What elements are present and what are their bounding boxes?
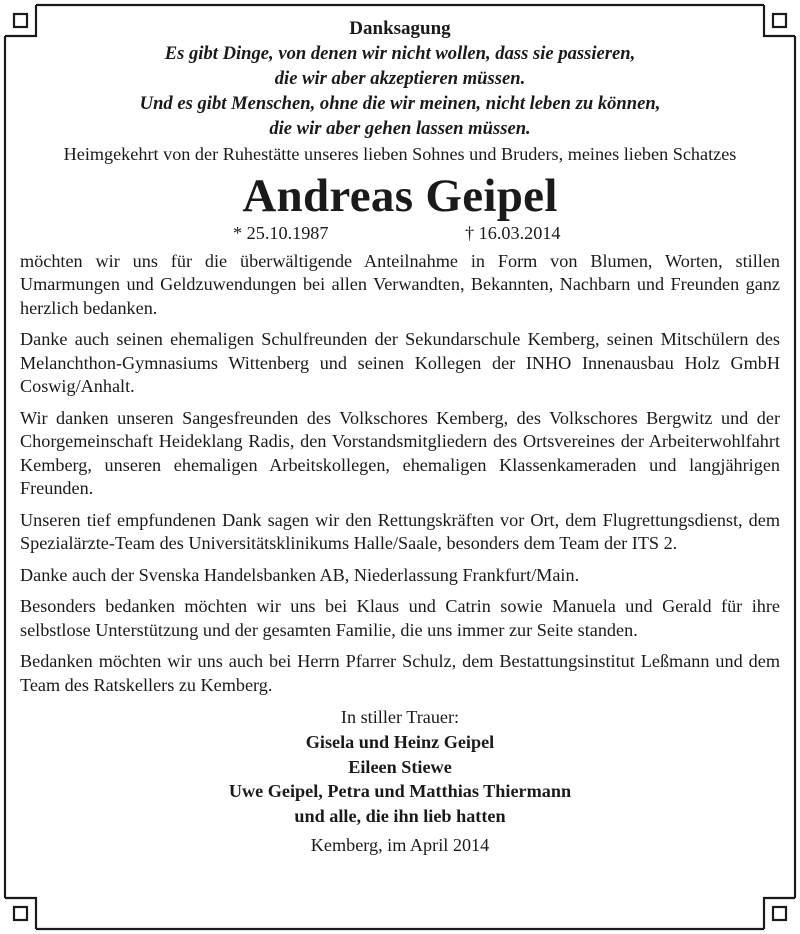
obituary-notice [20,17,780,857]
thanks-paragraph: Bedanken möchten wir uns auch bei Herrn Pfarrer Schulz, dem Bestattungsinstitut Leßmann und dem Team des Ratskellers zu Kemberg. [20,651,780,695]
thanks-paragraph: Unseren tief empfundenen Dank sagen wir den Rettungskräften vor Ort, dem Flugrettungsdienst, dem Spezialärzte-Team des Universitätsklinikums Halle/Saale, besonders dem Team der ITS 2. [20,509,780,553]
motto-line: die wir aber gehen lassen müssen. [269,118,531,139]
thanks-paragraph: möchten wir uns für die überwältigende Anteilnahme in Form von Blumen, Worten, stillen Umarmungen und Geldzuwendungen bei allen Verwandten, Bekannten, Nachbarn und Freunden ganz herzlich bedanken. [20,250,780,318]
signoff [20,705,780,829]
mourner-name: und alle, die ihn lieb hatten [294,806,506,827]
mourning-label: In stiller Trauer: [340,707,460,727]
mourner-name: Gisela und Heinz Geipel [305,731,495,752]
life-dates [20,222,780,246]
notice-title: Danksagung [349,18,451,39]
thanks-paragraph: Danke auch seinen ehemaligen Schulfreunden der Sekundarschule Kemberg, seinen Mitschülern des Melanchthon-Gymnasiums Wittenberg und seinen Kollegen der INHO Innenausbau Holz GmbH Coswig/Anhalt. [20,329,780,396]
birth-date: * 25.10.1987 [233,222,329,243]
death-date: † 16.03.2014 [465,222,561,243]
thanks-paragraph: Wir danken unseren Sangesfreunden des Volkschores Kemberg, des Volkschores Bergwitz und der Chorgemeinschaft Heideklang Radis, den Vorstandsmitgliedern des Ortsvereines der Arbeiterwohlfahrt Kemberg, unseren ehemaligen Arbeitskollegen, ehemaligen Klassenkameraden und langjährigen Freunden. [20,407,780,498]
mourner-name: Uwe Geipel, Petra und Matthias Thiermann [228,781,572,802]
motto [20,41,780,141]
deceased-name: Andreas Geipel [242,169,558,222]
motto-line: Und es gibt Menschen, ohne die wir meinen, nicht leben zu können, [139,93,661,114]
motto-line: Es gibt Dinge, von denen wir nicht wollen, dass sie passieren, [164,43,636,64]
place-date: Kemberg, im April 2014 [310,834,490,855]
mourner-name: Eileen Stiewe [348,756,452,777]
motto-line: die wir aber akzeptieren müssen. [274,68,526,89]
intro-text: Heimgekehrt von der Ruhestätte unseres lieben Sohnes und Bruders, meines lieben Schatzes [63,144,737,164]
thanks-paragraph: Besonders bedanken möchten wir uns bei Klaus und Catrin sowie Manuela und Gerald für ihre selbstlose Unterstützung und der gesamten Familie, die uns immer zur Seite standen. [20,596,780,640]
thanks-paragraph: Danke auch der Svenska Handelsbanken AB, Niederlassung Frankfurt/Main. [20,564,580,585]
